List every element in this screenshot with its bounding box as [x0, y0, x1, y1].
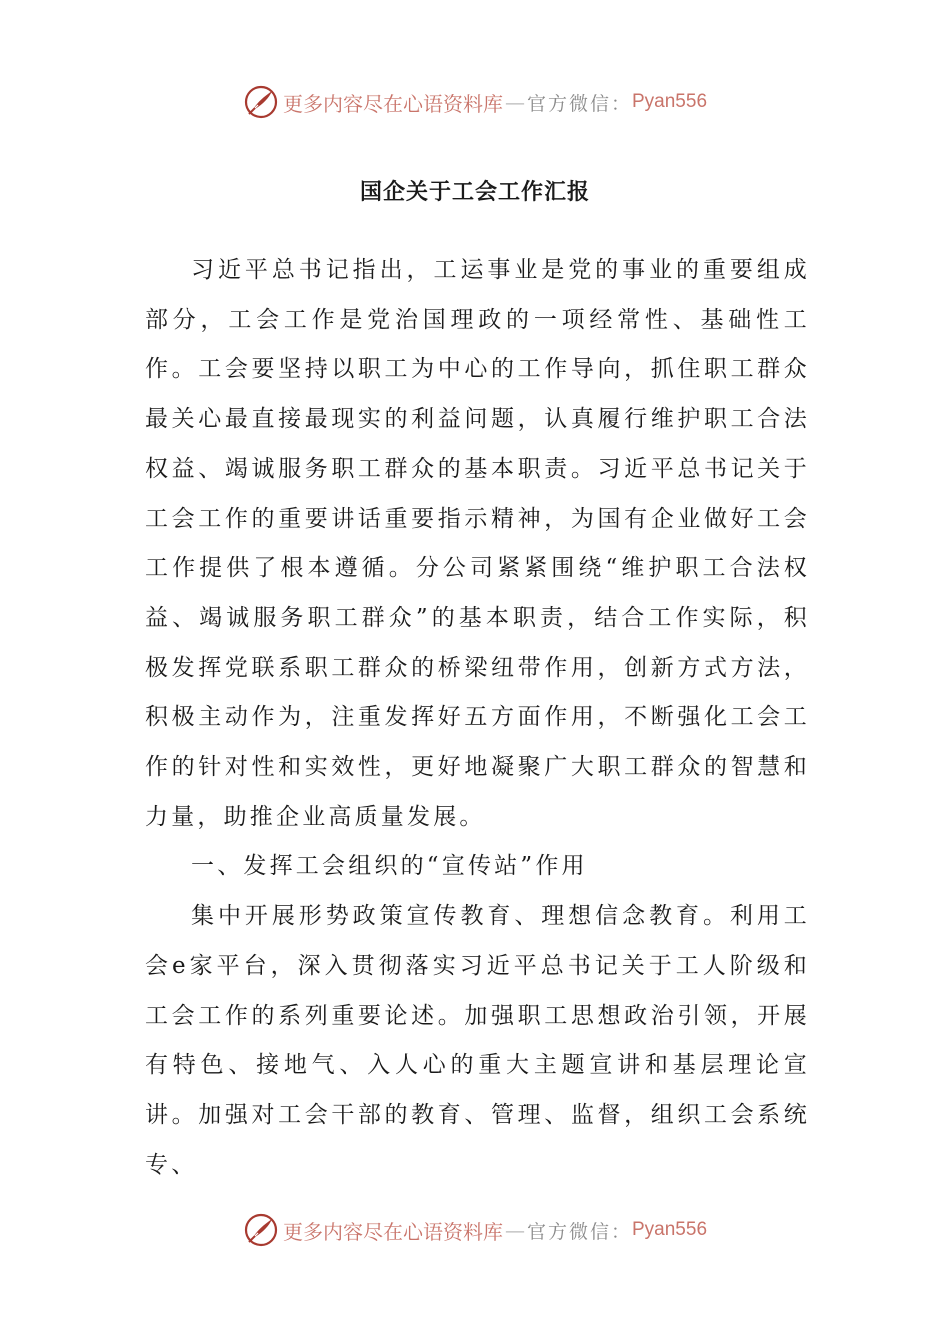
watermark-wechat-id: Pyan556 — [632, 1219, 708, 1240]
watermark-official: 官方微信： — [526, 1220, 632, 1243]
document-body — [145, 246, 810, 1190]
watermark-official: 官方微信： — [526, 92, 632, 115]
paragraph-section-1: 集中开展形势政策宣传教育、理想信念教育。利用工会e家平台，深入贯彻落实习近平总书记关于工人阶级和工会工作的系列重要论述。加强职工思想政治引领，开展有特色、接地气、入人心的重大主题宣讲和基层理论宣讲。加强对工会干部的教育、管理、监督，组织工会系统专、 — [145, 903, 810, 1178]
quill-logo-icon — [243, 1212, 279, 1248]
section-heading: 一、发挥工会组织的“宣传站”作用 — [191, 853, 588, 880]
watermark-brand: 更多内容尽在心语资料库 — [282, 1219, 503, 1244]
watermark-dash: — — [504, 90, 525, 114]
watermark-dash: — — [504, 1218, 525, 1242]
paragraph-intro: 习近平总书记指出，工运事业是党的事业的重要组成部分，工会工作是党治国理政的一项经常性、基础性工作。工会要坚持以职工为中心的工作导向，抓住职工群众最关心最直接最现实的利益问题，认真履行维护职工合法权益、竭诚服务职工群众的基本职责。习近平总书记关于工会工作的重要讲话重要指示精神，为国有企业做好工会工作提供了根本遵循。分公司紧紧围绕“维护职工合法权益、竭诚服务职工群众”的基本职责，结合工作实际，积极发挥党联系职工群众的桥梁纽带作用，创新方式方法，积极主动作为，注重发挥好五方面作用，不断强化工会工作的针对性和实效性，更好地凝聚广大职工群众的智慧和力量，助推企业高质量发展。 — [145, 257, 810, 830]
quill-logo-icon — [243, 84, 279, 120]
footer-watermark — [0, 1210, 950, 1250]
document-title: 国企关于工会工作汇报 — [359, 179, 590, 205]
watermark-brand: 更多内容尽在心语资料库 — [282, 91, 503, 116]
watermark-wechat-id: Pyan556 — [632, 91, 708, 112]
header-watermark — [0, 82, 950, 122]
